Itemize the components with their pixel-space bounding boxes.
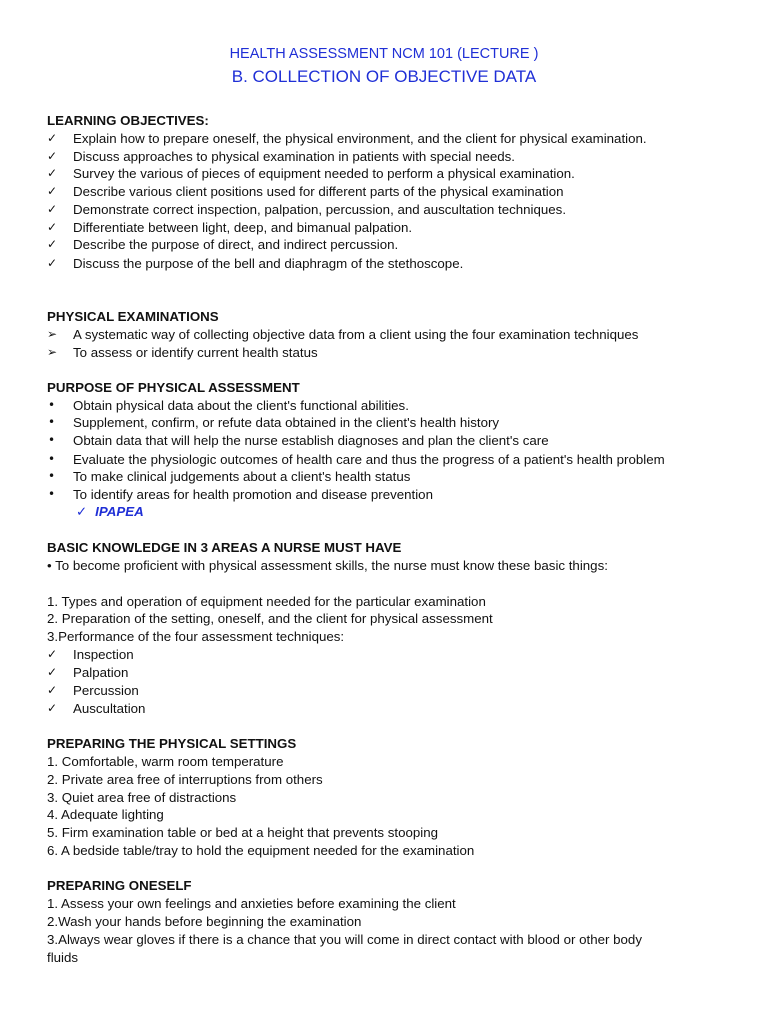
check-icon: ✓ <box>47 166 58 180</box>
basic-knowledge-line: 1. Types and operation of equipment needed for the particular examination <box>47 594 486 609</box>
basic-knowledge-heading: BASIC KNOWLEDGE IN 3 AREAS A NURSE MUST HAVE <box>47 540 402 555</box>
check-icon: ✓ <box>47 665 58 679</box>
settings-line: 4. Adequate lighting <box>47 807 164 822</box>
check-icon: ✓ <box>47 237 58 251</box>
oneself-line: 2.Wash your hands before beginning the examination <box>47 914 362 929</box>
physical-examinations-heading: PHYSICAL EXAMINATIONS <box>47 309 219 324</box>
check-icon: ✓ <box>47 647 58 661</box>
settings-line: 6. A bedside table/tray to hold the equipment needed for the examination <box>47 843 475 858</box>
basic-knowledge-intro: • To become proficient with physical assessment skills, the nurse must know these basic things: <box>47 558 608 573</box>
basic-knowledge-line: 2. Preparation of the setting, oneself, and the client for physical assessment <box>47 611 493 626</box>
arrow-bullet-icon: ➢ <box>47 345 58 359</box>
check-icon: ✓ <box>76 505 88 520</box>
check-icon: ✓ <box>47 149 58 163</box>
check-icon: ✓ <box>47 256 58 270</box>
document-page: HEALTH ASSESSMENT NCM 101 (LECTURE ) B. COLLECTION OF OBJECTIVE DATA LEARNING OBJECTIVES: ✓ Explain how to prepare oneself, the physical environment, and the client for physical examination. ✓ Discuss approaches to physical examination in patients with special needs. ✓ Survey the various of pieces of equipment needed to perform a physical examination. ✓ Describe various client positions used for different parts of the physical examination ✓ Demonstrate correct inspection, palpation, percussion, and auscultation techniques. ✓ Differentiate between light, deep, and bimanual palpation. ✓ Describe the purpose of direct, and indirect percussion. ✓ Discuss the purpose of the bell and diaphragm of the stethoscope. PHYSICAL EXAMINATIONS ➢ A systematic way of collecting objective data from a client using the four examination techniques ➢ To assess or identify current health status PURPOSE OF PHYSICAL ASSESSMENT • Obtain physical data about the client's functional abilities. • Supplement, confirm, or refute data obtained in the client's health history • Obtain data that will help the nurse establish diagnoses and plan the client's care • Evaluate the physiologic outcomes of health care and thus the progress of a patient's health problem • To make clinical judgements about a client's health status • To identify areas for health promotion and disease prevention ✓ IPAPEA BASIC KNOWLEDGE IN 3 AREAS A NURSE MUST HAVE • To become proficient with physical assessment skills, the nurse must know these basic things: 1. Types and operation of equipment needed for the particular examination 2. Preparation of the setting, oneself, and the client for physical assessment 3.Performance of the four assessment techniques: ✓ Inspection ✓ Palpation ✓ Percussion ✓ Auscultation PREPARING THE PHYSICAL SETTINGS 1. Comfortable, warm room temperature 2. Private area free of interruptions from others 3. Quiet area free of distractions 4. Adequate lighting 5. Firm examination table or bed at a height that prevents stooping 6. A bedside table/tray to hold the equipment needed for the examination PREPARING ONESELF 1. Assess your own feelings and anxieties before examining the client 2.Wash your hands before beginning the examination 3.Always wear gloves if there is a chance that you will come in direct contact with blood or other body fluids <box>0 0 768 1024</box>
settings-line: 3. Quiet area free of distractions <box>47 790 237 805</box>
purpose-heading: PURPOSE OF PHYSICAL ASSESSMENT <box>47 380 300 395</box>
settings-line: 2. Private area free of interruptions from others <box>47 772 323 787</box>
section-title: B. COLLECTION OF OBJECTIVE DATA <box>231 67 537 86</box>
dot-bullet-icon: • <box>48 398 56 412</box>
settings-line: 5. Firm examination table or bed at a height that prevents stooping <box>47 825 439 840</box>
oneself-heading: PREPARING ONESELF <box>47 878 192 893</box>
mnemonic-label: ✓ IPAPEA <box>76 504 144 520</box>
dot-bullet-icon: • <box>48 452 56 466</box>
oneself-line: 1. Assess your own feelings and anxieties before examining the client <box>47 896 456 911</box>
learning-objectives-heading: LEARNING OBJECTIVES: <box>47 113 209 128</box>
dot-bullet-icon: • <box>48 433 56 447</box>
dot-bullet-icon: • <box>48 469 56 483</box>
arrow-bullet-icon: ➢ <box>47 327 58 341</box>
check-icon: ✓ <box>47 202 58 216</box>
check-icon: ✓ <box>47 184 58 198</box>
course-title: HEALTH ASSESSMENT NCM 101 (LECTURE ) <box>229 46 539 62</box>
check-icon: ✓ <box>47 683 58 697</box>
check-icon: ✓ <box>47 220 58 234</box>
check-icon: ✓ <box>47 131 58 145</box>
dot-bullet-icon: • <box>48 415 56 429</box>
settings-heading: PREPARING THE PHYSICAL SETTINGS <box>47 736 297 751</box>
dot-bullet-icon: • <box>48 487 56 501</box>
oneself-line: fluids <box>47 950 79 965</box>
settings-line: 1. Comfortable, warm room temperature <box>47 754 284 769</box>
basic-knowledge-line: 3.Performance of the four assessment techniques: <box>47 629 345 644</box>
check-icon: ✓ <box>47 701 58 715</box>
oneself-line: 3.Always wear gloves if there is a chance that you will come in direct contact with blood or other body <box>47 932 642 947</box>
